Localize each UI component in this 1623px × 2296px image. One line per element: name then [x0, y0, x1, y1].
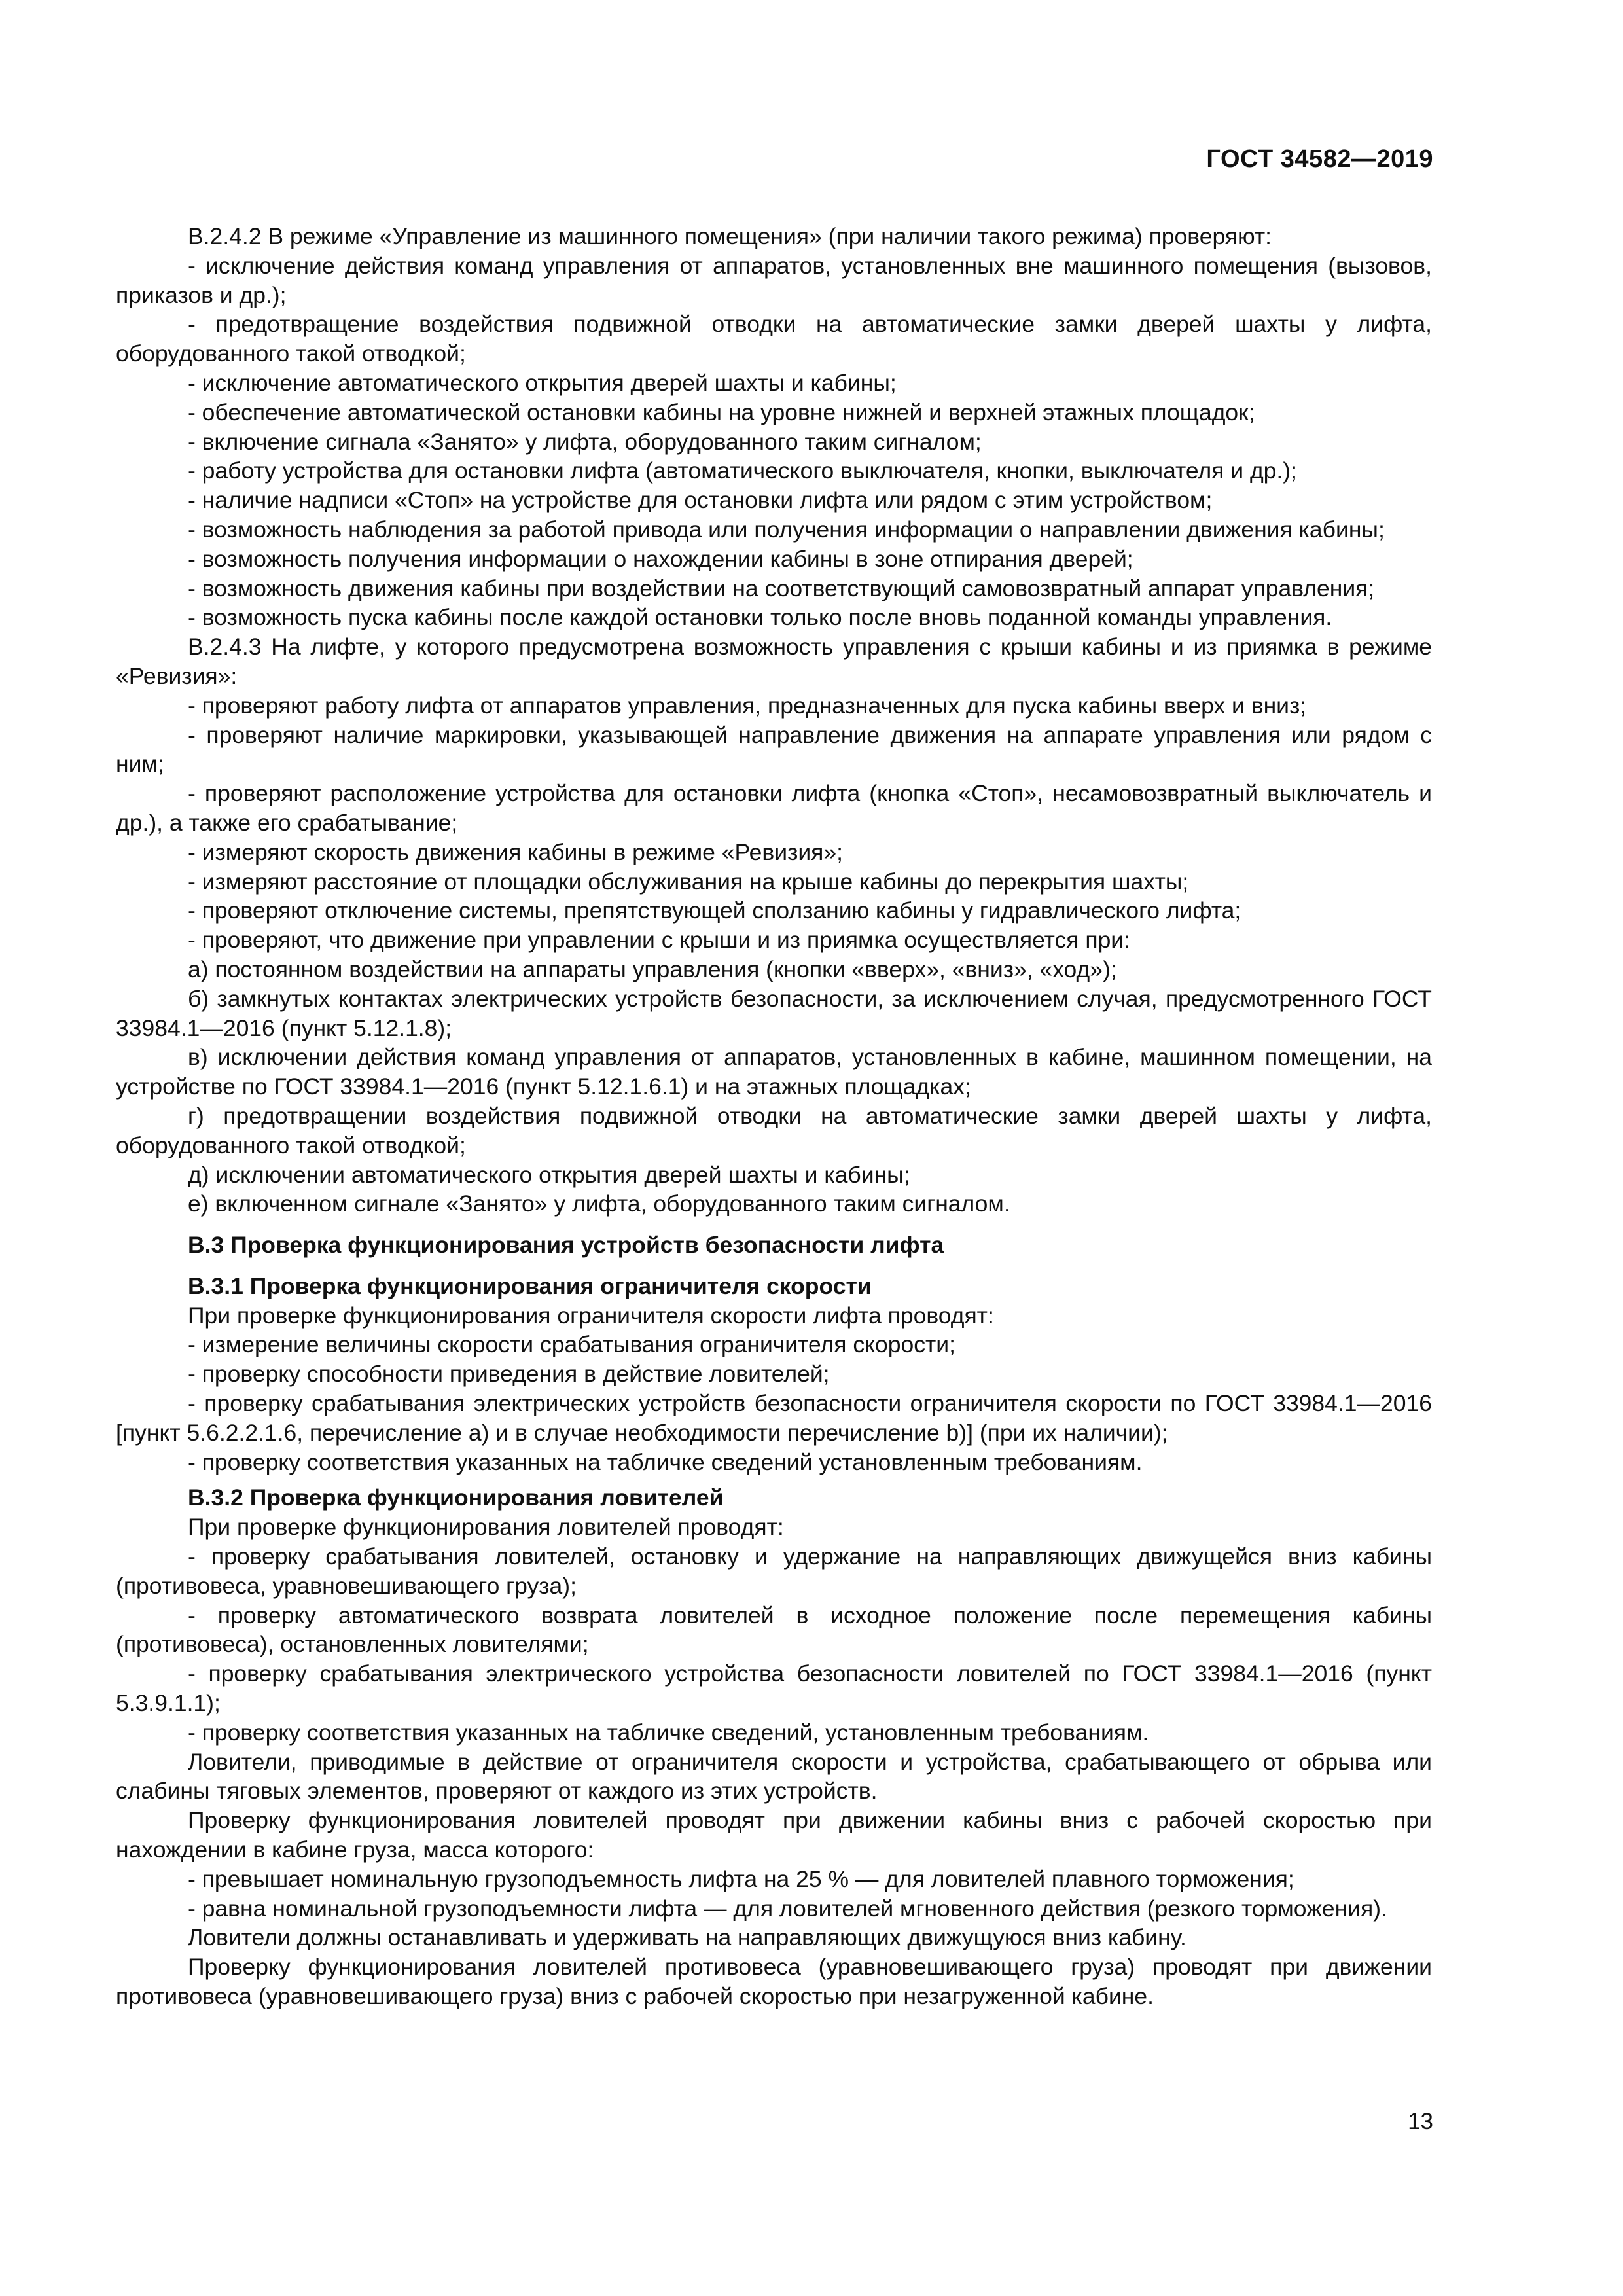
paragraph: При проверке функционирования ловителей проводят:	[188, 1514, 784, 1541]
paragraph: д) исключении автоматического открытия дверей шахты и кабины;	[188, 1161, 910, 1188]
paragraph: Ловители, приводимые в действие от ограничителя скорости и устройства, срабатывающего от обрыва или слабины тяговых элементов, проверяют от каждого из этих устройств.	[116, 1748, 1432, 1804]
paragraph: е) включенном сигнале «Занято» у лифта, оборудованного таким сигналом.	[188, 1191, 1010, 1217]
paragraph: - исключение автоматического открытия дверей шахты и кабины;	[188, 369, 897, 396]
paragraph: - возможность наблюдения за работой привода или получения информации о направлении движения кабины;	[188, 516, 1385, 543]
paragraph: - измеряют расстояние от площадки обслуживания на крыше кабины до перекрытия шахты;	[188, 868, 1189, 895]
section-heading: В.3 Проверка функционирования устройств безопасности лифта	[188, 1232, 944, 1259]
standard-header: ГОСТ 34582—2019	[1206, 145, 1433, 173]
paragraph: В.2.4.2 В режиме «Управление из машинного помещения» (при наличии такого режима) проверяют:	[188, 223, 1272, 249]
paragraph: - проверку срабатывания ловителей, остановку и удержание на направляющих движущейся вниз кабины (противовеса, уравновешивающего груза);	[116, 1543, 1432, 1599]
paragraph: - работу устройства для остановки лифта (автоматического выключателя, кнопки, выключателя и др.);	[188, 457, 1297, 484]
paragraph: - возможность пуска кабины после каждой остановки только после вновь поданной команды управления.	[188, 604, 1332, 631]
paragraph: - проверяют работу лифта от аппаратов управления, предназначенных для пуска кабины вверх и вниз;	[188, 692, 1307, 719]
paragraph: - предотвращение воздействия подвижной отводки на автоматические замки дверей шахты у лифта, оборудованного такой отводкой;	[116, 311, 1432, 367]
paragraph: Ловители должны останавливать и удерживать на направляющих движущуюся вниз кабину.	[188, 1924, 1186, 1951]
paragraph: - проверку срабатывания электрических устройств безопасности ограничителя скорости по ГОСТ 33984.1—2016 [пункт 5.6.2.2.1.6, перечисление а) и в случае необходимости перечисление b)] (при их наличии);	[116, 1390, 1432, 1446]
paragraph: - равна номинальной грузоподъемности лифта — для ловителей мгновенного действия (резкого торможения).	[188, 1895, 1387, 1922]
paragraph: Проверку функционирования ловителей проводят при движении кабины вниз с рабочей скоростью при нахождении в кабине груза, масса которого:	[116, 1807, 1432, 1863]
paragraph: - возможность движения кабины при воздействии на соответствующий самовозвратный аппарат управления;	[188, 575, 1375, 601]
paragraph: а) постоянном воздействии на аппараты управления (кнопки «вверх», «вниз», «ход»);	[188, 956, 1117, 982]
paragraph: - проверку соответствия указанных на табличке сведений установленным требованиям.	[188, 1448, 1143, 1475]
paragraph: - проверку срабатывания электрического устройства безопасности ловителей по ГОСТ 33984.1—2016 (пункт 5.3.9.1.1);	[116, 1660, 1432, 1717]
paragraph: При проверке функционирования ограничителя скорости лифта проводят:	[188, 1302, 994, 1329]
paragraph: - проверяют отключение системы, препятствующей сползанию кабины у гидравлического лифта;	[188, 897, 1241, 924]
paragraph: г) предотвращении воздействия подвижной отводки на автоматические замки дверей шахты у лифта, оборудованного такой отводкой;	[116, 1102, 1432, 1158]
paragraph: - возможность получения информации о нахождении кабины в зоне отпирания дверей;	[188, 545, 1133, 572]
paragraph: - наличие надписи «Стоп» на устройстве для остановки лифта или рядом с этим устройством;	[188, 487, 1213, 514]
document-body	[116, 222, 1432, 2011]
paragraph: - превышает номинальную грузоподъемность лифта на 25 % — для ловителей плавного торможения;	[188, 1865, 1294, 1892]
paragraph: - измерение величины скорости срабатывания ограничителя скорости;	[188, 1331, 955, 1358]
paragraph: - проверку соответствия указанных на табличке сведений, установленным требованиям.	[188, 1719, 1149, 1746]
section-heading: В.3.2 Проверка функционирования ловителей	[188, 1484, 724, 1511]
paragraph: - включение сигнала «Занято» у лифта, оборудованного таким сигналом;	[188, 428, 982, 455]
paragraph: в) исключении действия команд управления от аппаратов, установленных в кабине, машинном помещении, на устройстве по ГОСТ 33984.1—2016 (пункт 5.12.1.6.1) и на этажных площадках;	[116, 1044, 1432, 1100]
paragraph: - исключение действия команд управления от аппаратов, установленных вне машинного помещения (вызовов, приказов и др.);	[116, 252, 1432, 308]
paragraph: - обеспечение автоматической остановки кабины на уровне нижней и верхней этажных площадок;	[188, 399, 1255, 425]
section-heading: В.3.1 Проверка функционирования ограничителя скорости	[188, 1272, 872, 1299]
paragraph: - проверяют, что движение при управлении с крыши и из приямка осуществляется при:	[188, 927, 1131, 954]
paragraph: - проверяют наличие маркировки, указывающей направление движения на аппарате управления или рядом с ним;	[116, 721, 1432, 778]
paragraph: б) замкнутых контактах электрических устройств безопасности, за исключением случая, предусмотренного ГОСТ 33984.1—2016 (пункт 5.12.1.8);	[116, 985, 1432, 1041]
paragraph: - проверку способности приведения в действие ловителей;	[188, 1361, 830, 1388]
paragraph: - проверку автоматического возврата ловителей в исходное положение после перемещения кабины (противовеса), остановленных ловителями;	[116, 1602, 1432, 1658]
paragraph: - измеряют скорость движения кабины в режиме «Ревизия»;	[188, 838, 844, 865]
page-number: 13	[1408, 2109, 1433, 2134]
paragraph: Проверку функционирования ловителей противовеса (уравновешивающего груза) проводят при движении противовеса (уравновешивающего груза) вниз с рабочей скоростью при незагруженной кабине.	[116, 1954, 1432, 2010]
paragraph: - проверяют расположение устройства для остановки лифта (кнопка «Стоп», несамовозвратный выключатель и др.), а также его срабатывание;	[116, 780, 1432, 836]
paragraph: В.2.4.3 На лифте, у которого предусмотрена возможность управления с крыши кабины и из приямка в режиме «Ревизия»:	[116, 634, 1432, 689]
